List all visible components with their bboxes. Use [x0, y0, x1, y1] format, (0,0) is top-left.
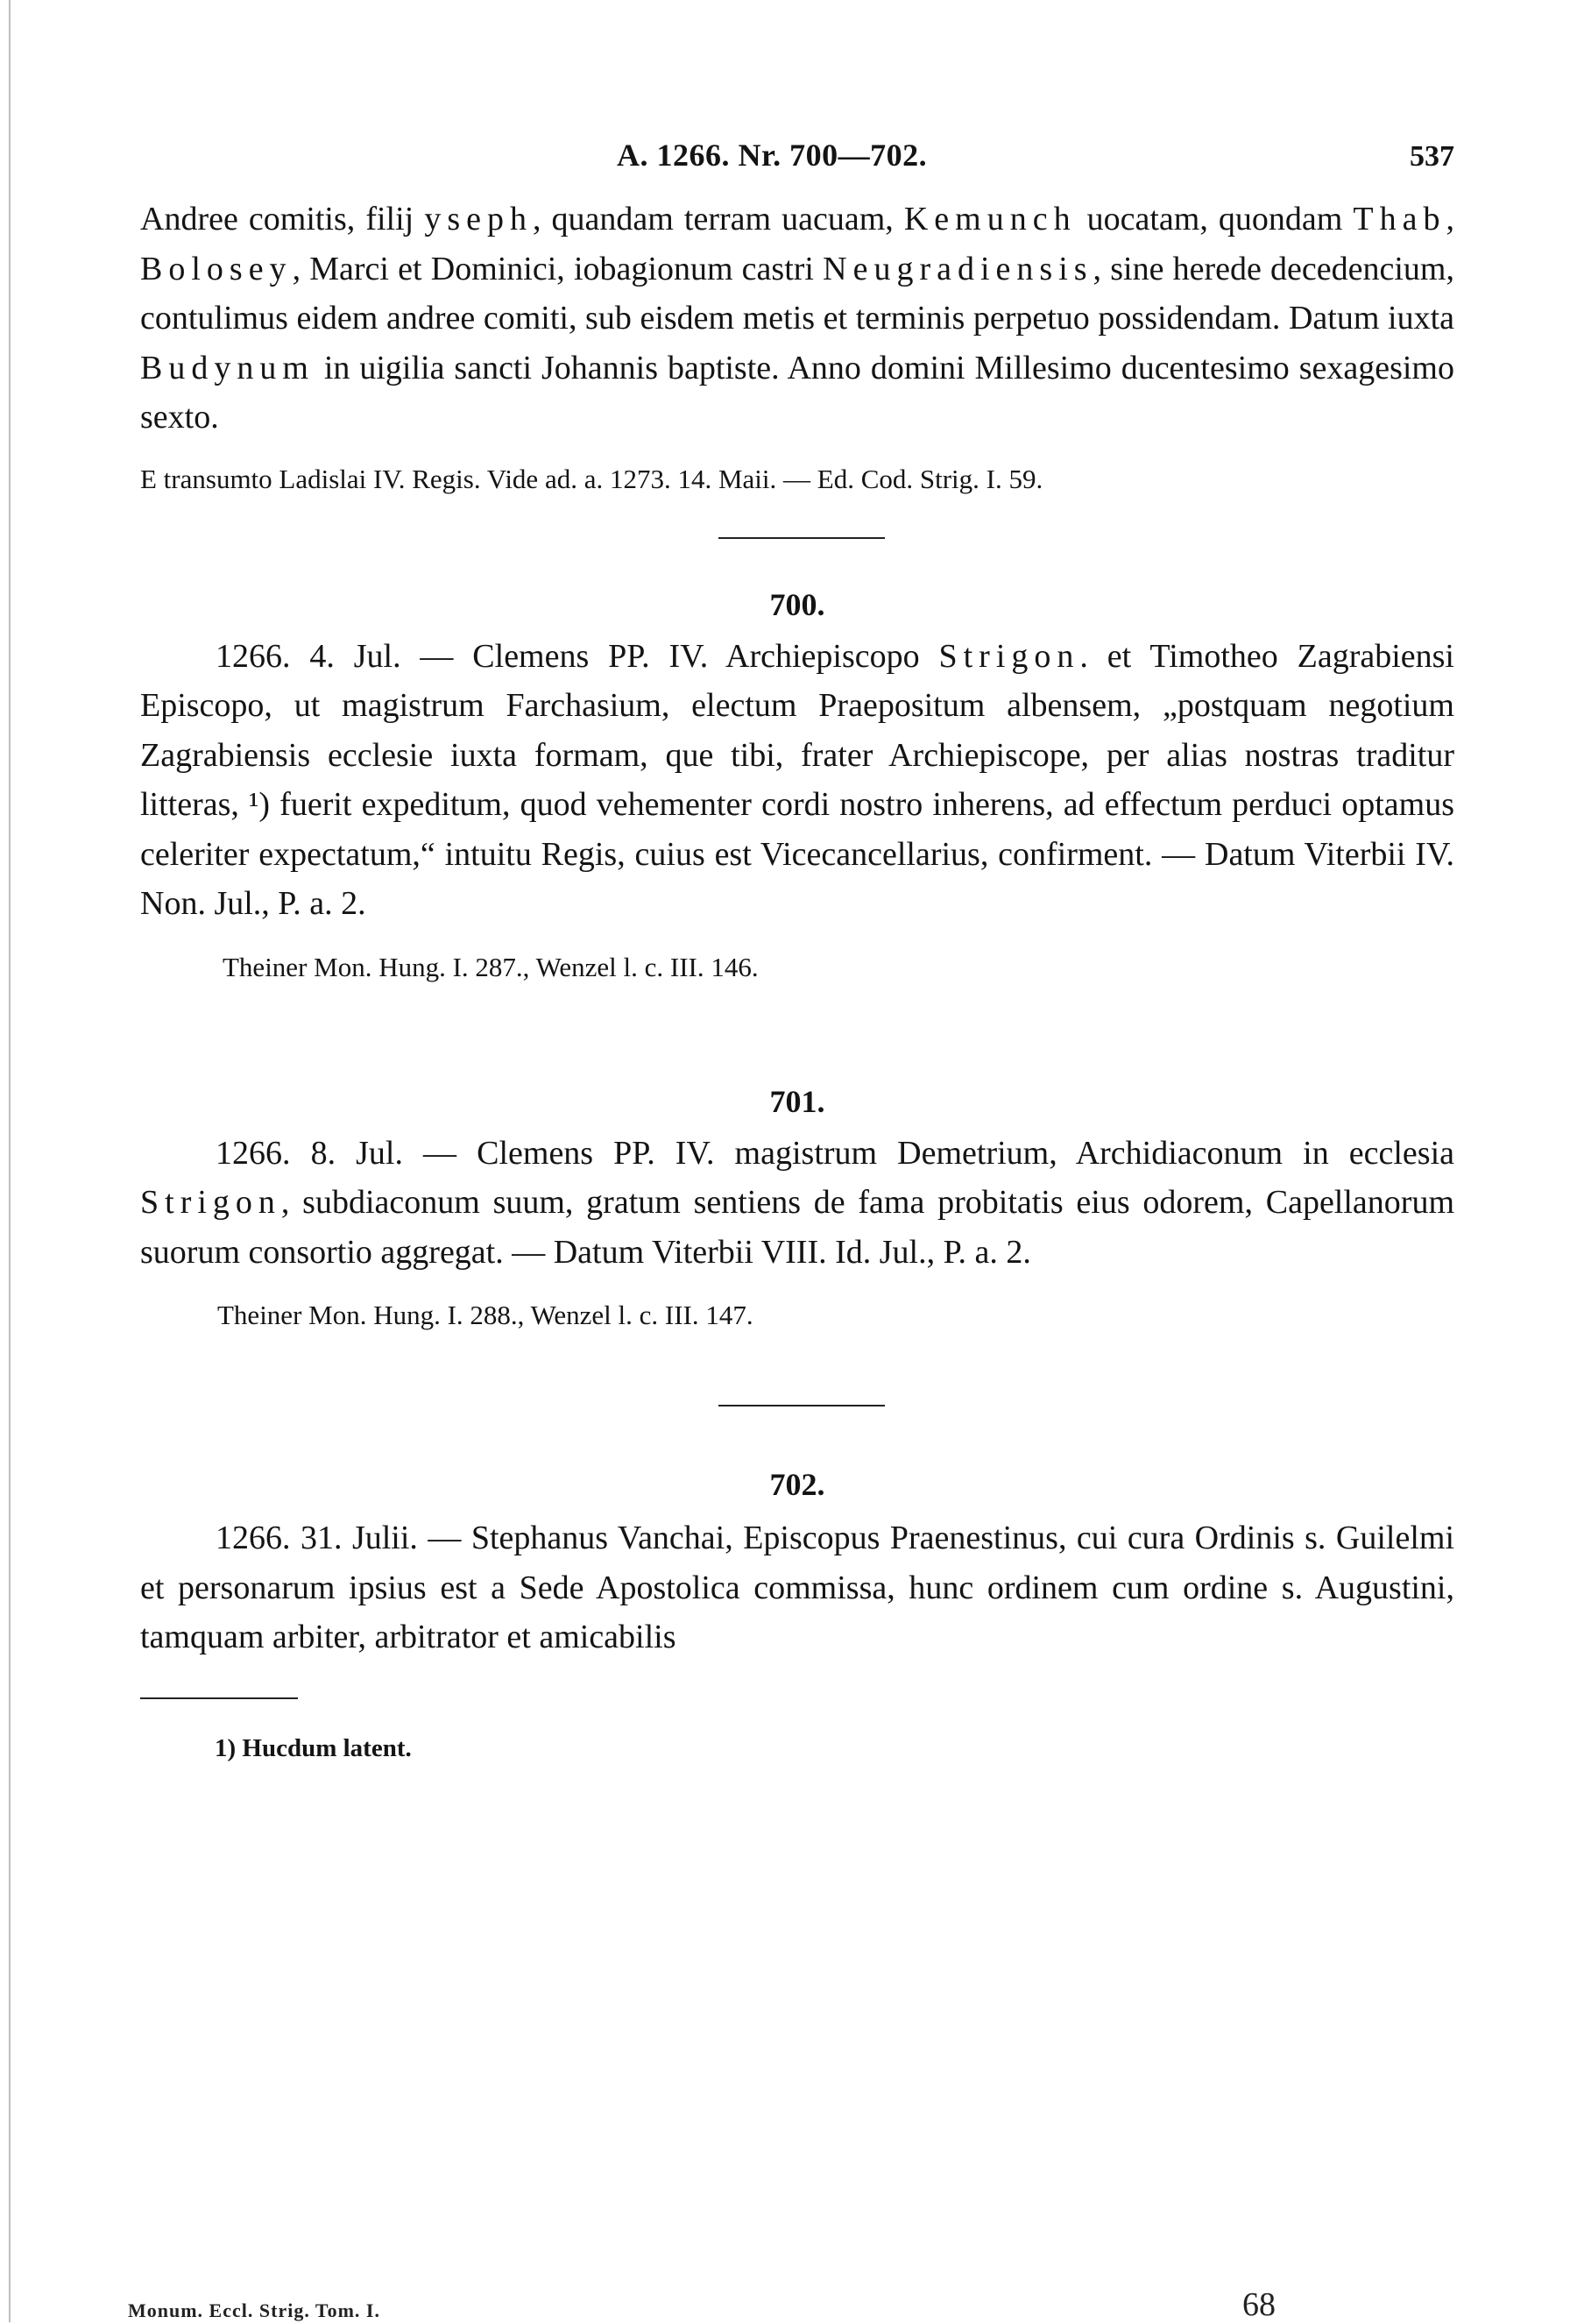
- footnote-divider: [140, 1697, 298, 1699]
- page-number: 537: [1410, 140, 1454, 173]
- section-divider: [718, 1405, 885, 1406]
- entry-700-text: 1266. 4. Jul. — Clemens PP. IV. Archiepiscopo Strigon. et Timotheo Zagrabiensi Episcopo, ut magistrum Farchasium, electum Praepositum albensem, „postquam negotium Zagrabiensis ecclesie iuxta formam, que tibi, frater Archiepiscope, per alias nostras traditur litteras, ¹) fuerit expeditum, quod vehementer cordi nostro inherens, ad effectum perduci optamus celeriter expectatum,“ intuitu Regis, cuius est Vicecancellarius, confirment. — Datum Viterbii IV. Non. Jul., P. a. 2.: [140, 637, 1454, 922]
- entry-number-702: 702.: [769, 1467, 825, 1502]
- entry-700-source: Theiner Mon. Hung. I. 287., Wenzel l. c. III. 146.: [223, 951, 759, 982]
- intro-source: E transumto Ladislai IV. Regis. Vide ad. a. 1273. 14. Maii. — Ed. Cod. Strig. I. 59.: [140, 463, 1043, 494]
- entry-number-700: 700.: [769, 586, 825, 622]
- intro-paragraph: Andree comitis, filij yseph, quandam terram uacuam, Kemunch uocatam, quondam Thab, Bolosey, Marci et Dominici, iobagionum castri Neugradiensis, sine herede decedencium, contulimus eidem andree comiti, sub eisdem metis et terminis perpetuo possidendam. Datum iuxta Budynum in uigilia sancti Johannis baptiste. Anno domini Millesimo ducentesimo sexagesimo sexto.: [140, 201, 1454, 436]
- header-title: A. 1266. Nr. 700—702.: [617, 138, 928, 173]
- footer-signature-number: 68: [1242, 2286, 1276, 2323]
- entry-701-text: 1266. 8. Jul. — Clemens PP. IV. magistrum Demetrium, Archidiaconum in ecclesia Strigon, subdiaconum suum, gratum sentiens de fama probitatis eius odorem, Capellanorum suorum consortio aggregat. — Datum Viterbii VIII. Id. Jul., P. a. 2.: [140, 1134, 1454, 1271]
- footer-series-title: Monum. Eccl. Strig. Tom. I.: [128, 2299, 380, 2321]
- scan-edge-line: [9, 0, 11, 2322]
- footnote: 1) Hucdum latent.: [215, 1733, 412, 1762]
- section-divider: [718, 537, 885, 539]
- entry-702-text: 1266. 31. Julii. — Stephanus Vanchai, Episcopus Praenestinus, cui cura Ordinis s. Guilelmi et personarum ipsius est a Sede Apostolica commissa, hunc ordinem cum ordine s. Augustini, tamquam arbiter, arbitrator et amicabilis: [140, 1520, 1454, 1655]
- entry-701-source: Theiner Mon. Hung. I. 288., Wenzel l. c. III. 147.: [217, 1300, 753, 1330]
- document-page: [140, 131, 1454, 1763]
- running-header: [140, 131, 1454, 193]
- entry-number-701: 701.: [769, 1083, 825, 1119]
